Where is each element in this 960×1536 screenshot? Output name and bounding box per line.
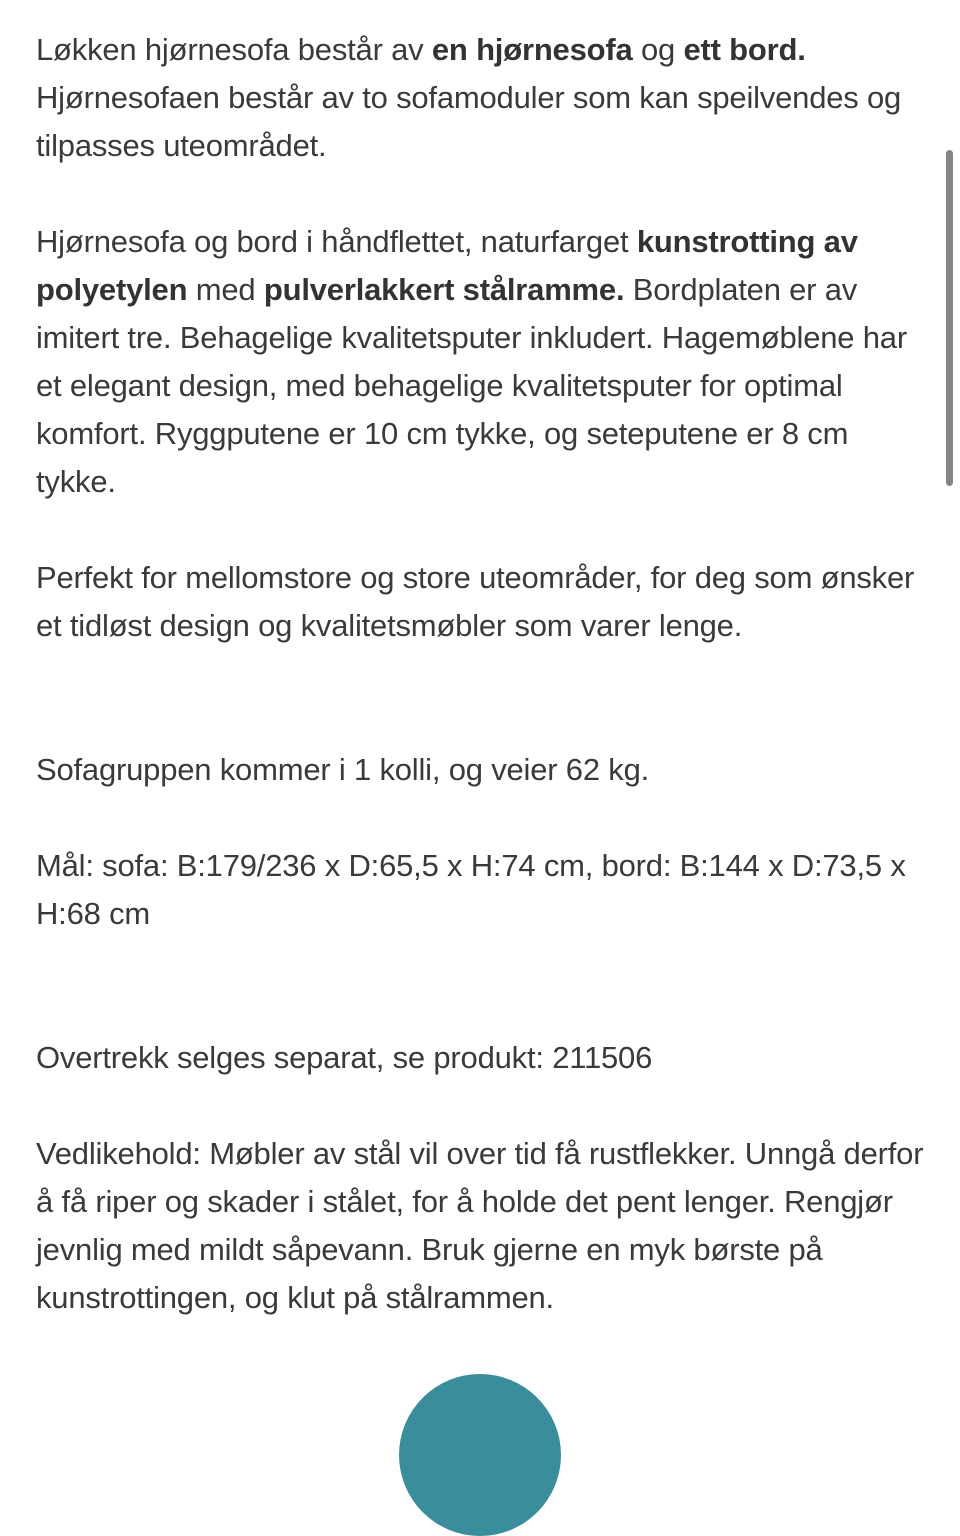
spacer [36, 1082, 926, 1130]
bold-material: kunstrotting av polyetylen [36, 224, 858, 307]
spacer [36, 794, 926, 842]
spacer [36, 170, 926, 218]
package-paragraph: Sofagruppen kommer i 1 kolli, og veier 62 kg. [36, 752, 650, 787]
spacer [36, 938, 926, 1034]
cover-paragraph: Overtrekk selges separat, se produkt: 211506 [36, 1040, 653, 1075]
bold-frame: pulverlakkert stålramme. [263, 272, 625, 307]
product-description [36, 26, 926, 1322]
intro-paragraph: Løkken hjørnesofa består av en hjørnesofa og ett bord. Hjørnesofaen består av to sofamoduler som kan speilvendes og tilpasses uteområdet. [36, 32, 902, 163]
usage-paragraph: Perfekt for mellomstore og store uteområder, for deg som ønsker et tidløst design og kvalitetsmøbler som varer lenge. [36, 560, 915, 643]
scrollbar-thumb[interactable] [946, 150, 953, 486]
maintenance-paragraph: Vedlikehold: Møbler av stål vil over tid få rustflekker. Unngå derfor å få riper og skader i stålet, for å holde det pent lenger. Rengjør jevnlig med mildt såpevann. Bruk gjerne en myk børste på kunstrottingen, og klut på stålrammen. [36, 1136, 924, 1315]
spacer [36, 506, 926, 554]
bold-sofa: en hjørnesofa [431, 32, 633, 67]
spacer [36, 650, 926, 746]
material-paragraph: Hjørnesofa og bord i håndflettet, naturfarget kunstrotting av polyetylen med pulverlakkert stålramme. Bordplaten er av imitert tre. Behagelige kvalitetsputer inkludert. Hagemøblene har et elegant design, med behagelige kvalitetsputer for optimal komfort. Ryggputene er 10 cm tykke, og seteputene er 8 cm tykke. [36, 224, 907, 499]
bold-table: ett bord. [683, 32, 806, 67]
floating-action-button[interactable] [399, 1374, 561, 1536]
dimensions-paragraph: Mål: sofa: B:179/236 x D:65,5 x H:74 cm, bord: B:144 x D:73,5 x H:68 cm [36, 848, 906, 931]
